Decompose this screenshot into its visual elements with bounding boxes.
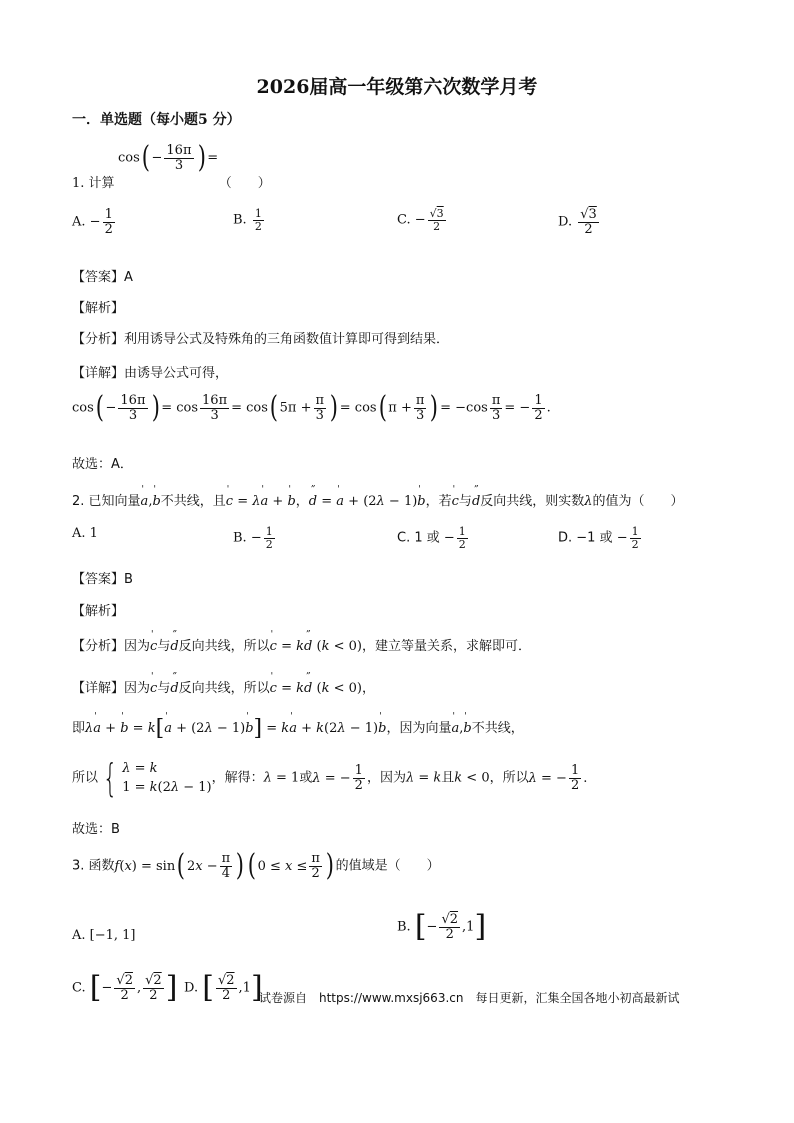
q2-fenxi-tag: 【分析】 [72, 639, 125, 654]
q2-number: 2. 已知向量 [72, 494, 141, 509]
q3-option-d-label: D. [184, 980, 199, 996]
q2-option-b: B. − $\frac{1}{2}$ [233, 525, 273, 551]
q2-xiangjie-2: 与 [157, 681, 171, 696]
q1-xiangjie [72, 362, 228, 381]
q1-stem [72, 172, 271, 191]
q2-line2-post: ，因为向量 [386, 721, 452, 736]
source-watermark: 试卷源自 https://www.mxsj663.cn 每日更新，汇集全国各地小初高最新试 [259, 991, 680, 1005]
q2-answer-tag: 【答案】 [72, 572, 125, 587]
q2-fenxi: 【分析】因为' c与” d反向共线，所以' c = k” d (k < 0)，建立等量关系，求解即可． [72, 635, 531, 654]
q2-step-line: 即λ' a + ' b = k[' a + (2λ − 1)' b] = k' a + k(2λ − 1)' b，因为向量' a,' b不共线， [72, 717, 524, 740]
q3-option-c: C. [− $\frac{√2}{2}$ , $\frac{√2}{2}$ ] [72, 970, 178, 1005]
q1-conclusion: 故选：A． [72, 457, 133, 472]
q2-option-d-label: D. −1 或 [558, 530, 613, 546]
q3-tail: 的值域是（ ） [335, 858, 440, 874]
q2-text-4: 反向共线，则实数 [480, 494, 585, 509]
q2-xiangjie-tag: 【详解】 [72, 681, 125, 696]
q3-option-c-label: C. [72, 980, 86, 996]
q3-option-b-label: B. [397, 919, 411, 935]
q2-option-c-label: C. 1 或 [397, 530, 440, 546]
q3-number: 3. 函数 [72, 858, 115, 874]
q2-line3-mid2: 或 [299, 770, 313, 786]
q1-xiangjie-text: 由诱导公式可得， [124, 366, 229, 381]
q1-fenxi-tag: 【分析】 [72, 332, 125, 347]
q1-expression: cos( − $\frac{16\pi}{3}$ ) = [118, 140, 219, 175]
q2-fenxi-2: 与 [157, 639, 171, 654]
q1-number: 1. 计算 [72, 176, 115, 191]
q1-derivation: cos( − $\frac{16\pi}{3}$ ) = cos $\frac{16\pi}{3}$ = cos( 5π + $\frac{\pi}{3}$ ) = cos( π + $\frac{\pi}{3}$ ) = −cos $\frac{\pi}{3}$ = − $\frac{1}{2}$ . [72, 390, 551, 425]
page-title: 2026届高一年级第六次数学月考 [256, 76, 538, 98]
q2-fenxi-1: 因为 [124, 639, 151, 654]
q2-xiangjie-1: 因为 [124, 681, 151, 696]
q2-line3-mid4: 且 [441, 770, 455, 786]
q2-text-1: 不共线，且 [160, 494, 226, 509]
q1-option-c: C. − $\frac{√3}{2}$ [397, 207, 444, 233]
q2-option-b-label: B. [233, 530, 247, 546]
q1-option-d-label: D. [558, 214, 573, 230]
q2-line3-mid1: ，解得： [211, 770, 264, 786]
q1-answer-tag: 【答案】 [72, 270, 125, 285]
q1-option-b: B. $\frac{1}{2}$ [233, 207, 262, 233]
q3-option-b: B. [− $\frac{√2}{2}$ ,1] [397, 909, 487, 944]
q2-fenxi-3: 反向共线，所以 [178, 639, 270, 654]
q2-option-c: C. 1 或 − $\frac{1}{2}$ [397, 525, 466, 551]
q1-option-d: D. $\frac{√3}{2}$ [558, 207, 597, 237]
q2-line3-pre: 所以 [72, 770, 99, 786]
q2-option-d: D. −1 或 − $\frac{1}{2}$ [558, 525, 639, 551]
q2-stem: 2. 已知向量' a,' b不共线，且' c = λ' a + ' b，” d = ' a + (2λ − 1)' b，若' c与” d反向共线，则实数λ的值为（ ） [72, 490, 684, 509]
q3-stem: 3. 函数f(x) = sin( 2x − $\frac{\pi}{4}$ ) ( 0 ≤ x ≤ $\frac{\pi}{2}$ ) 的值域是（ ） [72, 848, 440, 883]
q2-option-a: A. 1 [72, 526, 98, 541]
q2-line3-mid5: ，所以 [489, 770, 529, 786]
q2-solve-line: 所以 { λ = k 1 = k(2λ − 1) ，解得：λ = 1或λ = − $\frac{1}{2}$ ，因为λ = k且k < 0，所以λ = − $\frac{1}{2}$ . [72, 756, 588, 800]
q2-fenxi-4: ，建立等量关系，求解即可． [361, 639, 531, 654]
q1-option-a-label: A. [72, 214, 86, 230]
q2-text-5: 的值为（ ） [592, 494, 684, 509]
q1-jiexi: 【解析】 [72, 301, 125, 316]
q2-conclusion: 故选：B [72, 822, 120, 837]
q1-fenxi [72, 328, 449, 347]
q1-blank: （ ） [218, 176, 271, 191]
q2-line2-pre: 即 [72, 721, 86, 736]
q1-option-a: A. − $\frac{1}{2}$ [72, 207, 113, 237]
q2-xiangjie-4: ， [361, 681, 375, 696]
q2-line3-mid3: ，因为 [366, 770, 406, 786]
q1-answer [72, 266, 133, 285]
q2-text-3: 与 [458, 494, 472, 509]
q2-xiangjie-3: 反向共线，所以 [178, 681, 270, 696]
q2-xiangjie: 【详解】因为' c与” d反向共线，所以' c = k” d (k < 0)， [72, 677, 375, 696]
q1-fenxi-text: 利用诱导公式及特殊角的三角函数值计算即可得到结果． [124, 332, 450, 347]
q1-option-b-label: B. [233, 212, 247, 228]
q2-answer [72, 568, 133, 587]
q2-line2-end: 不共线， [471, 721, 524, 736]
q1-option-c-label: C. [397, 212, 411, 228]
q1-xiangjie-tag: 【详解】 [72, 366, 125, 381]
q2-jiexi: 【解析】 [72, 604, 125, 619]
q2-answer-value: B [124, 572, 133, 587]
q3-option-a: A. [−1, 1] [72, 928, 136, 943]
section-heading: 一．单选题（每小题5 分） [72, 112, 241, 128]
q2-text-2: ，若 [425, 494, 452, 509]
q1-answer-value: A [124, 270, 133, 285]
q3-option-d: D. [ $\frac{√2}{2}$ ,1] [184, 970, 263, 1005]
